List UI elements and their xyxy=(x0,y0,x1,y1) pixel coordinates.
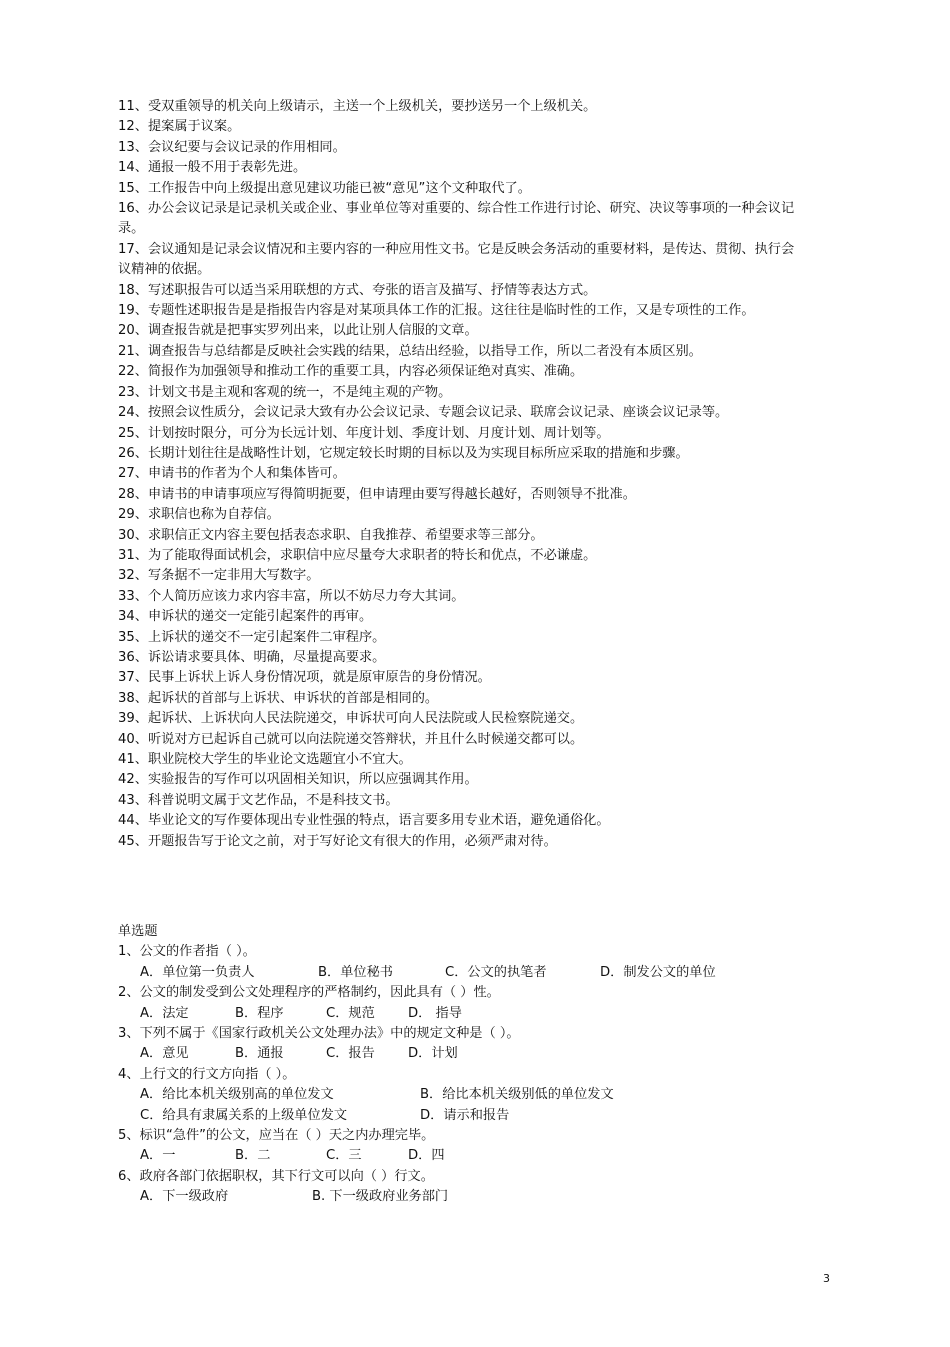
statement-item: 16、办公会议记录是记录机关或企业、事业单位等对重要的、综合性工作进行讨论、研究、决议等事项的一种会议记录。 xyxy=(118,201,795,237)
option-d[interactable]: D．四 xyxy=(408,1148,445,1164)
option-c[interactable]: C．规范 xyxy=(326,1005,375,1021)
question-text: 3、下列不属于《国家行政机关公文处理办法》中的规定文种是（ ）。 xyxy=(118,1026,520,1042)
statement-item: 23、计划文书是主观和客观的统一，不是纯主观的产物。 xyxy=(118,384,452,400)
option-d[interactable]: D．请示和报告 xyxy=(420,1107,510,1123)
option-row xyxy=(118,1004,798,1024)
statement-item: 30、求职信正文内容主要包括表态求职、自我推荐、希望要求等三部分。 xyxy=(118,527,544,543)
option-a[interactable]: A．给比本机关级别高的单位发文 xyxy=(140,1087,334,1103)
question-text: 4、上行文的行文方向指（ ）。 xyxy=(118,1066,296,1082)
option-d[interactable]: D．计划 xyxy=(408,1046,458,1062)
statement-item: 36、诉讼请求要具体、明确，尽量提高要求。 xyxy=(118,649,386,665)
statement-item: 37、民事上诉状上诉人身份情况项，就是原审原告的身份情况。 xyxy=(118,670,491,686)
statement-item: 26、长期计划往往是战略性计划，它规定较长时期的目标以及为实现目标所应采取的措施和步骤。 xyxy=(118,445,689,461)
option-b[interactable]: B．二 xyxy=(235,1148,271,1164)
option-row xyxy=(118,1106,798,1126)
option-c[interactable]: C．给具有隶属关系的上级单位发文 xyxy=(140,1107,348,1123)
option-row xyxy=(118,1044,798,1064)
option-c[interactable]: C．三 xyxy=(326,1148,362,1164)
question-text: 1、公文的作者指（ ）。 xyxy=(118,944,256,960)
statement-item: 21、调查报告与总结都是反映社会实践的结果，总结出经验，以指导工作，所以二者没有本质区别。 xyxy=(118,343,702,359)
statement-item: 34、申诉状的递交一定能引起案件的再审。 xyxy=(118,609,373,625)
option-b[interactable]: B. 下一级政府业务部门 xyxy=(312,1189,449,1205)
option-row xyxy=(118,1187,798,1207)
statement-item: 13、会议纪要与会议记录的作用相同。 xyxy=(118,139,346,155)
option-b[interactable]: B．程序 xyxy=(235,1005,284,1021)
option-row xyxy=(118,963,798,983)
statement-item: 45、开题报告写于论文之前，对于写好论文有很大的作用，必须严肃对待。 xyxy=(118,833,557,849)
option-b[interactable]: B．单位秘书 xyxy=(318,964,393,980)
statement-item: 29、求职信也称为自荐信。 xyxy=(118,507,280,523)
statement-item: 15、工作报告中向上级提出意见建议功能已被“意见”这个文种取代了。 xyxy=(118,180,531,196)
statement-item: 17、会议通知是记录会议情况和主要内容的一种应用性文书。它是反映会务活动的重要材料，是传达、贯彻、执行会议精神的依据。 xyxy=(118,241,795,278)
single-choice-section xyxy=(118,922,798,1208)
statement-item: 24、按照会议性质分，会议记录大致有办公会议记录、专题会议记录、联席会议记录、座谈会议记录等。 xyxy=(118,405,729,421)
statement-item: 38、起诉状的首部与上诉状、申诉状的首部是相同的。 xyxy=(118,690,439,706)
statement-item: 44、毕业论文的写作要体现出专业性强的特点，语言要多用专业术语，避免通俗化。 xyxy=(118,813,610,829)
option-c[interactable]: C．公文的执笔者 xyxy=(445,964,547,980)
statement-item: 39、起诉状、上诉状向人民法院递交，申诉状可向人民法院或人民检察院递交。 xyxy=(118,711,584,727)
option-c[interactable]: C．报告 xyxy=(326,1046,375,1062)
option-a[interactable]: A．一 xyxy=(140,1148,176,1164)
statement-item: 25、计划按时限分，可分为长远计划、年度计划、季度计划、月度计划、周计划等。 xyxy=(118,425,610,441)
option-a[interactable]: A．单位第一负责人 xyxy=(140,964,255,980)
option-a[interactable]: A．法定 xyxy=(140,1005,189,1021)
statement-item: 35、上诉状的递交不一定引起案件二审程序。 xyxy=(118,629,386,645)
statement-item: 12、提案属于议案。 xyxy=(118,119,241,135)
option-d[interactable]: D． 指导 xyxy=(408,1005,462,1021)
question-text: 6、政府各部门依据职权，其下行文可以向（ ）行文。 xyxy=(118,1168,434,1184)
statement-item: 28、申请书的申请事项应写得简明扼要，但申请理由要写得越长越好，否则领导不批准。 xyxy=(118,486,636,502)
statement-item: 32、写条据不一定非用大写数字。 xyxy=(118,568,320,584)
option-b[interactable]: B．通报 xyxy=(235,1046,284,1062)
statement-item: 43、科普说明文属于文艺作品，不是科技文书。 xyxy=(118,792,399,808)
option-row xyxy=(118,1146,798,1166)
question-list xyxy=(118,942,798,1207)
page-number: 3 xyxy=(823,1272,830,1285)
option-d[interactable]: D．制发公文的单位 xyxy=(600,964,716,980)
statement-item: 19、专题性述职报告是是指报告内容是对某项具体工作的汇报。这往往是临时性的工作，又是专项性的工作。 xyxy=(118,303,755,319)
option-a[interactable]: A．下一级政府 xyxy=(140,1189,229,1205)
statement-item: 22、简报作为加强领导和推动工作的重要工具，内容必须保证绝对真实、准确。 xyxy=(118,364,584,380)
statement-item: 42、实验报告的写作可以巩固相关知识，所以应强调其作用。 xyxy=(118,772,478,788)
option-a[interactable]: A．意见 xyxy=(140,1046,189,1062)
page-content xyxy=(118,97,798,1208)
question-text: 5、标识“急件”的公文，应当在（ ）天之内办理完毕。 xyxy=(118,1128,435,1144)
statement-item: 18、写述职报告可以适当采用联想的方式、夸张的语言及描写、抒情等表达方式。 xyxy=(118,282,597,298)
statement-item: 33、个人简历应该力求内容丰富，所以不妨尽力夸大其词。 xyxy=(118,588,465,604)
option-b[interactable]: B．给比本机关级别低的单位发文 xyxy=(420,1087,614,1103)
statement-item: 20、调查报告就是把事实罗列出来，以此让别人信服的文章。 xyxy=(118,323,478,339)
statement-item: 40、听说对方已起诉自己就可以向法院递交答辩状，并且什么时候递交都可以。 xyxy=(118,731,584,747)
statement-item: 11、受双重领导的机关向上级请示，主送一个上级机关，要抄送另一个上级机关。 xyxy=(118,99,597,114)
section-title: 单选题 xyxy=(118,924,158,940)
statement-item: 14、通报一般不用于表彰先进。 xyxy=(118,160,307,176)
judgment-statements xyxy=(118,97,798,852)
statement-item: 41、职业院校大学生的毕业论文选题宜小不宜大。 xyxy=(118,752,412,767)
statement-item: 31、为了能取得面试机会，求职信中应尽量夸大求职者的特长和优点，不必谦虚。 xyxy=(118,547,597,563)
option-row xyxy=(118,1085,798,1105)
statement-item: 27、申请书的作者为个人和集体皆可。 xyxy=(118,466,346,482)
question-text: 2、公文的制发受到公文处理程序的严格制约，因此具有（ ）性。 xyxy=(118,985,500,1001)
